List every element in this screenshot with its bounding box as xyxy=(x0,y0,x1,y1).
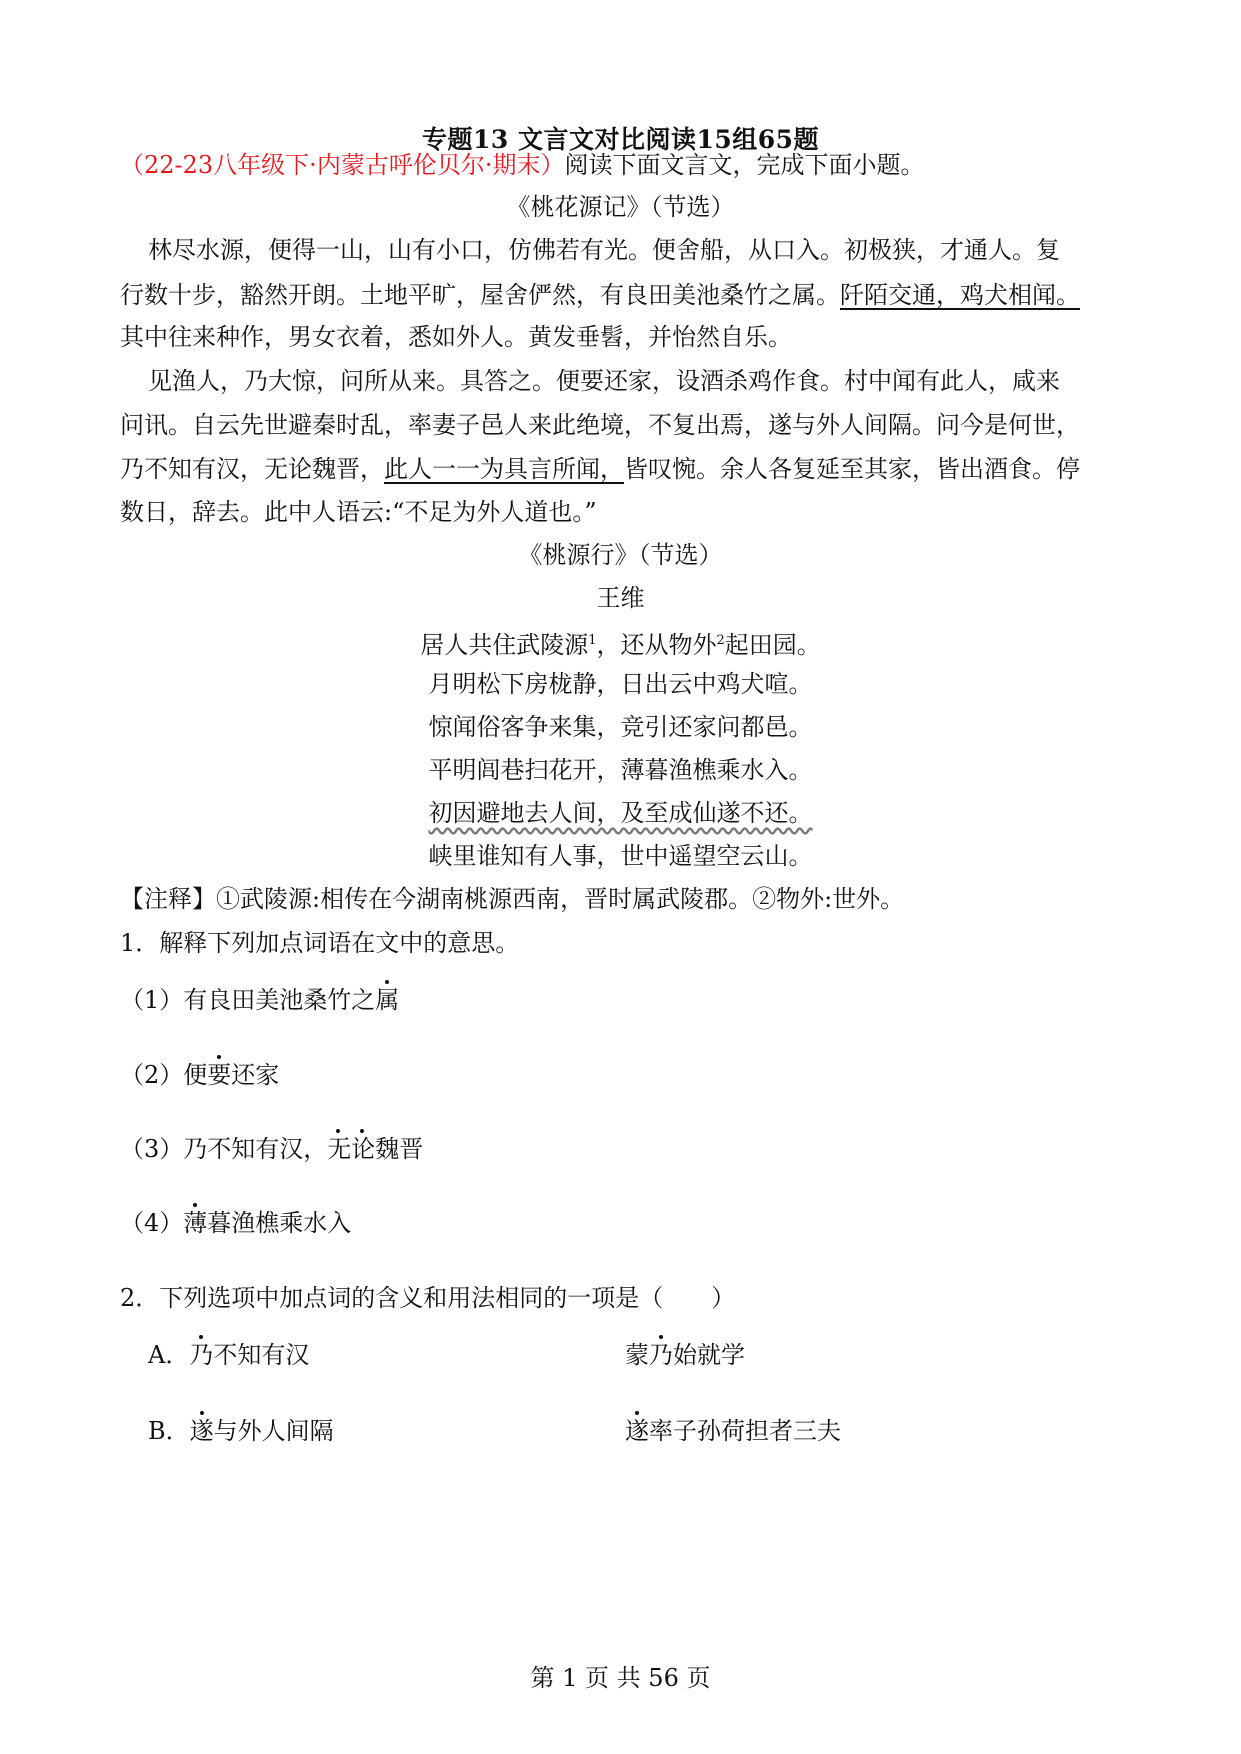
dotted-word: 要 xyxy=(207,1061,232,1089)
option-label: A． xyxy=(148,1341,190,1369)
option-text: 不知有汉 xyxy=(213,1341,310,1369)
question-1-item-3 xyxy=(120,1134,1130,1164)
annotation-note: 【注释】①武陵源:相传在今湖南桃源西南，晋时属武陵郡。②物外:世外。 xyxy=(120,885,905,913)
text1-p1-line1: 林尽水源，便得一山，山有小口，仿佛若有光。便舍船，从口入。初极狭，才通人。复 xyxy=(148,236,1060,264)
intro-instruction: 阅读下面文言文，完成下面小题。 xyxy=(564,151,925,179)
poem-line-2: 月明松下房栊静，日出云中鸡犬喧。 xyxy=(428,670,813,698)
text1-p2-line3 xyxy=(120,454,1130,484)
poem-line-1-c: 起田园。 xyxy=(724,631,821,659)
poem-line-4: 平明闾巷扫花开，薄暮渔樵乘水入。 xyxy=(428,756,813,784)
item-text: （4） xyxy=(120,1209,184,1237)
question-source: （22-23八年级下·内蒙古呼伦贝尔·期末） xyxy=(120,151,565,179)
footnote-ref-1: 1 xyxy=(588,633,597,648)
question-1-stem: 1．解释下列加点词语在文中的意思。 xyxy=(120,929,520,957)
text1-p2-line2: 问讯。自云先世避秦时乱，率妻子邑人来此绝境，不复出焉，遂与外人间隔。问今是何世， xyxy=(120,411,1080,439)
text2-title: 《桃源行》（节选） xyxy=(518,541,723,569)
item-text: （2）便 xyxy=(120,1061,208,1089)
item-text: 魏晋 xyxy=(375,1135,424,1163)
text1-p2-line3-text-a: 乃不知有汉，无论魏晋， xyxy=(120,455,384,483)
option-a xyxy=(120,1340,1158,1370)
poem-line-6: 峡里谁知有人事，世中遥望空云山。 xyxy=(428,842,813,870)
item-text: 还家 xyxy=(231,1061,280,1089)
dotted-word xyxy=(327,1134,375,1164)
item-text: （3）乃不知有汉， xyxy=(120,1135,328,1163)
dotted-word: 属 xyxy=(375,986,400,1014)
poem-line-1-b: ，还从物外 xyxy=(596,631,717,659)
underlined-sentence-2: 此人一一为具言所闻， xyxy=(384,455,624,483)
option-text: 蒙 xyxy=(625,1341,649,1369)
option-text: 始就学 xyxy=(673,1341,745,1369)
poem-line-1-a: 居人共住武陵源 xyxy=(420,631,589,659)
option-b xyxy=(120,1416,1158,1446)
option-text: 率子孙荷担者三夫 xyxy=(649,1417,841,1445)
poem-line-3: 惊闻俗客争来集，竞引还家问都邑。 xyxy=(428,713,813,741)
emphasis-dot xyxy=(336,1129,340,1133)
page-footer: 第 1 页 共 56 页 xyxy=(530,1664,711,1692)
option-label: B． xyxy=(148,1417,190,1445)
footnote-ref-2: 2 xyxy=(716,633,725,648)
dotted-word: 遂 xyxy=(189,1417,214,1445)
text1-p1-line2 xyxy=(120,280,1130,310)
question-1-item-2 xyxy=(120,1060,1130,1090)
text1-p2-line1: 见渔人，乃大惊，问所从来。具答之。便要还家，设酒杀鸡作食。村中闻有此人，咸来 xyxy=(148,367,1060,395)
underlined-sentence-1: 阡陌交通，鸡犬相闻。 xyxy=(840,281,1080,309)
dotted-word: 乃 xyxy=(189,1341,214,1369)
text1-p2-line4: 数日，辞去。此中人语云:“不足为外人道也。” xyxy=(120,498,597,526)
emphasis-dot xyxy=(360,1129,364,1133)
text1-p2-line3-text-b: 皆叹惋。余人各复延至其家，皆出酒食。停 xyxy=(624,455,1080,483)
question-1-item-4 xyxy=(120,1208,1130,1238)
intro-line xyxy=(120,150,1130,180)
dotted-word-text: 无论 xyxy=(327,1135,376,1163)
text2-author: 王维 xyxy=(596,584,645,612)
question-2-stem: 2．下列选项中加点词的含义和用法相同的一项是（ ） xyxy=(120,1284,736,1312)
text1-p1-line2-text: 行数十步，豁然开朗。土地平旷，屋舍俨然，有良田美池桑竹之属。 xyxy=(120,281,840,309)
text1-title: 《桃花源记》（节选） xyxy=(506,193,735,221)
question-1-item-1 xyxy=(120,985,1130,1015)
option-a-compare xyxy=(625,1340,745,1370)
dotted-word: 薄 xyxy=(183,1209,208,1237)
poem-line-1 xyxy=(0,626,1241,660)
item-text: 暮渔樵乘水入 xyxy=(207,1209,352,1237)
poem-line-5-wrap xyxy=(0,798,1241,828)
page-title: 专题13 文言文对比阅读15组65题 xyxy=(421,125,820,154)
option-b-compare xyxy=(625,1416,841,1446)
option-text: 与外人间隔 xyxy=(213,1417,334,1445)
poem-line-5: 初因避地去人间，及至成仙遂不还。 xyxy=(428,799,813,827)
dotted-word: 遂 xyxy=(625,1417,649,1445)
item-text: （1）有良田美池桑竹之 xyxy=(120,986,376,1014)
text1-p1-line3: 其中往来种作，男女衣着，悉如外人。黄发垂髫，并怡然自乐。 xyxy=(120,323,792,351)
dotted-word: 乃 xyxy=(649,1341,673,1369)
